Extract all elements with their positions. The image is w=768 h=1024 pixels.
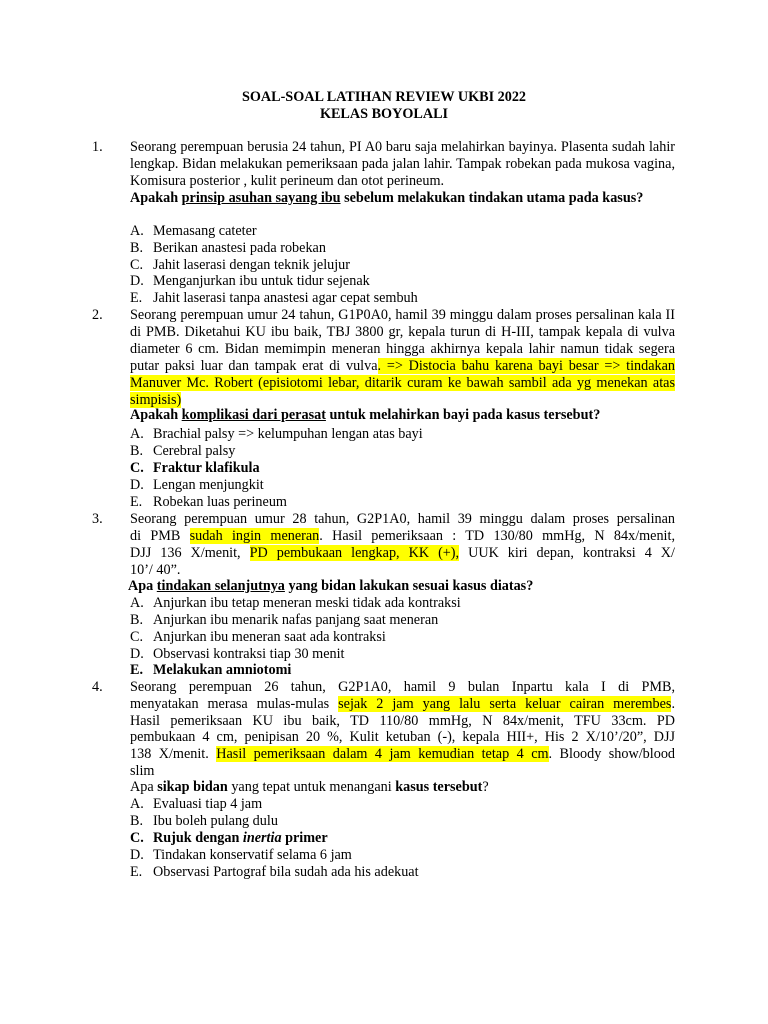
question-stem-line: slim [130,763,155,779]
option-b: B. Anjurkan ibu menarik nafas panjang saat meneran [130,612,439,628]
option-e: E. Robekan luas perineum [130,494,287,510]
question-stem-line: 10’/ 40”. [130,562,181,578]
option-d: D. Tindakan konservatif selama 6 jam [130,847,352,863]
question-stem-line: pembukaan 4 cm, penipisan 20 %, Kulit ketuban (-), kepala HII+, His 2 X/10’/20”, DJJ [130,729,675,745]
option-a: A. Brachial palsy => kelumpuhan lengan atas bayi [130,426,423,442]
document-subtitle: KELAS BOYOLALI [319,106,449,122]
option-d: D. Menganjurkan ibu untuk tidur sejenak [130,273,370,289]
option-c: C. Jahit laserasi dengan teknik jelujur [130,257,350,273]
question-number: 2. [92,307,103,323]
document-title: SOAL-SOAL LATIHAN REVIEW UKBI 2022 [241,89,527,105]
highlighted-text: Hasil pemeriksaan dalam 4 jam kemudian tetap 4 cm [216,746,549,762]
option-b: B. Berikan anastesi pada robekan [130,240,326,256]
question-stem-line: 138 X/menit. Hasil pemeriksaan dalam 4 jam kemudian tetap 4 cm. Bloody show/blood [130,746,676,762]
question-prompt: Apakah prinsip asuhan sayang ibu sebelum melakukan tindakan utama pada kasus? [130,190,644,206]
option-a: A. Memasang cateter [130,223,257,239]
question-prompt: Apakah komplikasi dari perasat untuk melahirkan bayi pada kasus tersebut? [130,407,601,423]
question-number: 3. [92,511,103,527]
question-stem-line: DJJ 136 X/menit, PD pembukaan lengkap, KK (+), UUK kiri depan, kontraksi 4 X/ [130,545,675,561]
option-c: C. Anjurkan ibu meneran saat ada kontraksi [130,629,386,645]
question-stem: Seorang perempuan berusia 24 tahun, PI A0 baru saja melahirkan bayinya. Plasenta sudah lahir lengkap. Bidan melakukan pemeriksaan pada jalan lahir. Tampak robekan pada mukosa vagina, Komisura posterior , kulit perineum dan otot perineum. [130,139,675,189]
option-e: E. Jahit laserasi tanpa anastesi agar cepat sembuh [130,290,418,306]
question-stem-line: di PMB sudah ingin meneran. Hasil pemeriksaan : TD 130/80 mmHg, N 84x/menit, [130,528,675,544]
option-a: A. Evaluasi tiap 4 jam [130,796,263,812]
question-stem-line: Hasil pemeriksaan KU ibu baik, TD 110/80 mmHg, N 84x/menit, TFU 33cm. PD [130,713,675,729]
highlighted-text: PD pembukaan lengkap, KK (+), [249,545,460,561]
question-number: 1. [92,139,103,155]
option-e: E. Observasi Partograf bila sudah ada his adekuat [130,864,419,880]
highlighted-text: sejak 2 jam yang lalu serta keluar cairan merembes [338,696,672,712]
option-c-correct: C. Fraktur klafikula [130,460,260,476]
option-d: D. Lengan menjungkit [130,477,264,493]
option-d: D. Observasi kontraksi tiap 30 menit [130,646,345,662]
option-b: B. Cerebral palsy [130,443,236,459]
option-a: A. Anjurkan ibu tetap meneran meski tidak ada kontraksi [130,595,461,611]
option-b: B. Ibu boleh pulang dulu [130,813,278,829]
option-e-correct: E. Melakukan amniotomi [130,662,292,678]
option-c-correct: C. Rujuk dengan inertia primer [130,830,328,846]
highlighted-text: sudah ingin meneran [189,528,320,544]
question-number: 4. [92,679,103,695]
question-stem-line: Seorang perempuan 26 tahun, G2P1A0, hamil 9 bulan Inpartu kala I di PMB, [130,679,675,695]
question-stem-line: Seorang perempuan umur 28 tahun, G2P1A0, hamil 39 minggu dalam proses persalinan [130,511,675,527]
question-prompt: Apa sikap bidan yang tepat untuk menangani kasus tersebut? [130,779,489,795]
question-prompt: Apa tindakan selanjutnya yang bidan lakukan sesuai kasus diatas? [128,578,534,594]
question-stem: Seorang perempuan umur 24 tahun, G1P0A0, hamil 39 minggu dalam proses persalinan kala II di PMB. Diketahui KU ibu baik, TBJ 3800 gr, kepala turun di H-III, tampak kepala di vulva diameter 6 cm. Bidan memimpin meneran hingga akhirnya kepala lahir namun tidak segera putar paksi luar dan tampak erat di vulva. => Distocia bahu karena bayi besar => tindakan Manuver Mc. Robert (episiotomi lebar, ditarik curam ke bawah sambil ada yg menekan atas simpisis) [130,307,675,408]
question-stem-line: menyatakan merasa mulas-mulas sejak 2 jam yang lalu serta keluar cairan merembes. [130,696,676,712]
highlighted-note: . => Distocia bahu karena bayi besar => tindakan Manuver Mc. Robert (episiotomi lebar, ditarik curam ke bawah sambil ada yg menekan atas simpisis) [130,358,675,408]
